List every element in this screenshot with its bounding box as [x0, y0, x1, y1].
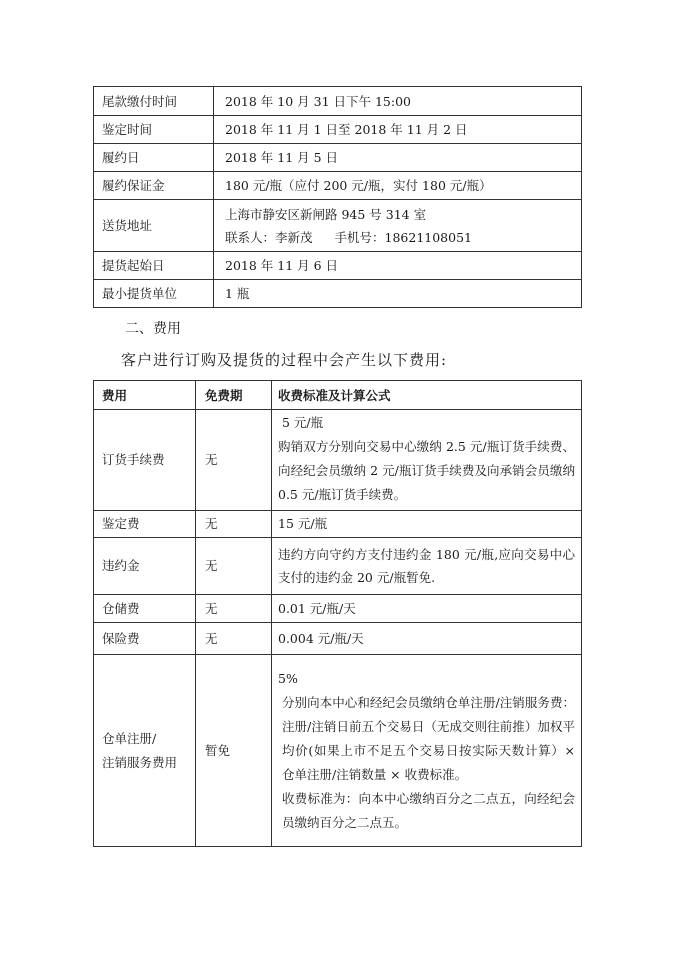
fee-standard	[272, 410, 582, 511]
row-label: 履约保证金	[94, 172, 214, 200]
table-row	[94, 172, 582, 200]
table-row	[94, 200, 582, 252]
table-row	[94, 144, 582, 172]
row-value: 2018 年 11 月 6 日	[214, 252, 582, 280]
table-row	[94, 280, 582, 308]
fee-standard: 违约方向守约方支付违约金 180 元/瓶,应向交易中心支付的违约金 20 元/瓶暂免.	[272, 538, 582, 595]
fee-free-period: 暂免	[196, 655, 272, 847]
row-label: 鉴定时间	[94, 116, 214, 144]
contact-line	[225, 229, 581, 246]
fee-standard: 15 元/瓶	[272, 511, 582, 538]
table-row	[94, 410, 582, 511]
fee-free-period: 无	[196, 623, 272, 655]
address-line: 上海市静安区新闸路 945 号 314 室	[225, 206, 427, 222]
fee-free-period: 无	[196, 511, 272, 538]
table-row	[94, 87, 582, 116]
fee-name-line: 仓单注册/	[102, 730, 157, 746]
table-row	[94, 116, 582, 144]
row-value: 2018 年 10 月 31 日下午 15:00	[214, 87, 582, 116]
address-cell	[214, 200, 582, 252]
table-header-row	[94, 381, 582, 410]
fee-table	[93, 380, 582, 847]
fee-name	[94, 655, 196, 847]
fee-free-period: 无	[196, 595, 272, 623]
contact-person: 联系人：李新茂	[225, 229, 313, 245]
row-label: 履约日	[94, 144, 214, 172]
table-row	[94, 511, 582, 538]
fee-description: 分别向本中心和经纪会员缴纳仓单注册/注销服务费：注册/注销日前五个交易日（无成交则往前推）加权平均价(如果上市不足五个交易日按实际天数计算）× 仓单注册/注销数量 × 收费标准。	[282, 694, 575, 782]
fee-name: 保险费	[94, 623, 196, 655]
fee-standard	[272, 655, 582, 847]
fee-rate: 5%	[278, 670, 298, 686]
row-label: 送货地址	[94, 200, 214, 252]
fee-standard: 0.004 元/瓶/天	[272, 623, 582, 655]
fee-name: 仓储费	[94, 595, 196, 623]
table-row	[94, 538, 582, 595]
row-label: 提货起始日	[94, 252, 214, 280]
fee-free-period: 无	[196, 538, 272, 595]
table-row	[94, 252, 582, 280]
table-row	[94, 655, 582, 847]
delivery-info-table	[93, 86, 582, 308]
fee-description: 购销双方分别向交易中心缴纳 2.5 元/瓶订货手续费、向经纪会员缴纳 2 元/瓶订货手续费及向承销会员缴纳 0.5 元/瓶订货手续费。	[278, 438, 575, 502]
fee-rate: 5 元/瓶	[282, 414, 324, 430]
fee-name: 订货手续费	[94, 410, 196, 511]
contact-phone: 手机号：18621108051	[334, 229, 472, 245]
row-label: 尾款缴付时间	[94, 87, 214, 116]
column-header: 免费期	[196, 381, 272, 410]
table-row	[94, 595, 582, 623]
column-header: 收费标准及计算公式	[272, 381, 582, 410]
row-value: 2018 年 11 月 5 日	[214, 144, 582, 172]
row-value: 1 瓶	[214, 280, 582, 308]
section-intro: 客户进行订购及提货的过程中会产生以下费用:	[121, 351, 448, 369]
table-row	[94, 623, 582, 655]
fee-standard: 0.01 元/瓶/天	[272, 595, 582, 623]
fee-standard-note: 收费标准为：向本中心缴纳百分之二点五，向经纪会员缴纳百分之二点五。	[282, 790, 575, 830]
section-heading: 二、费用	[125, 321, 181, 337]
fee-free-period: 无	[196, 410, 272, 511]
fee-name-line: 注销服务费用	[102, 754, 178, 770]
row-label: 最小提货单位	[94, 280, 214, 308]
row-value: 180 元/瓶（应付 200 元/瓶，实付 180 元/瓶）	[214, 172, 582, 200]
row-value: 2018 年 11 月 1 日至 2018 年 11 月 2 日	[214, 116, 582, 144]
fee-name: 鉴定费	[94, 511, 196, 538]
column-header: 费用	[94, 381, 196, 410]
fee-name: 违约金	[94, 538, 196, 595]
